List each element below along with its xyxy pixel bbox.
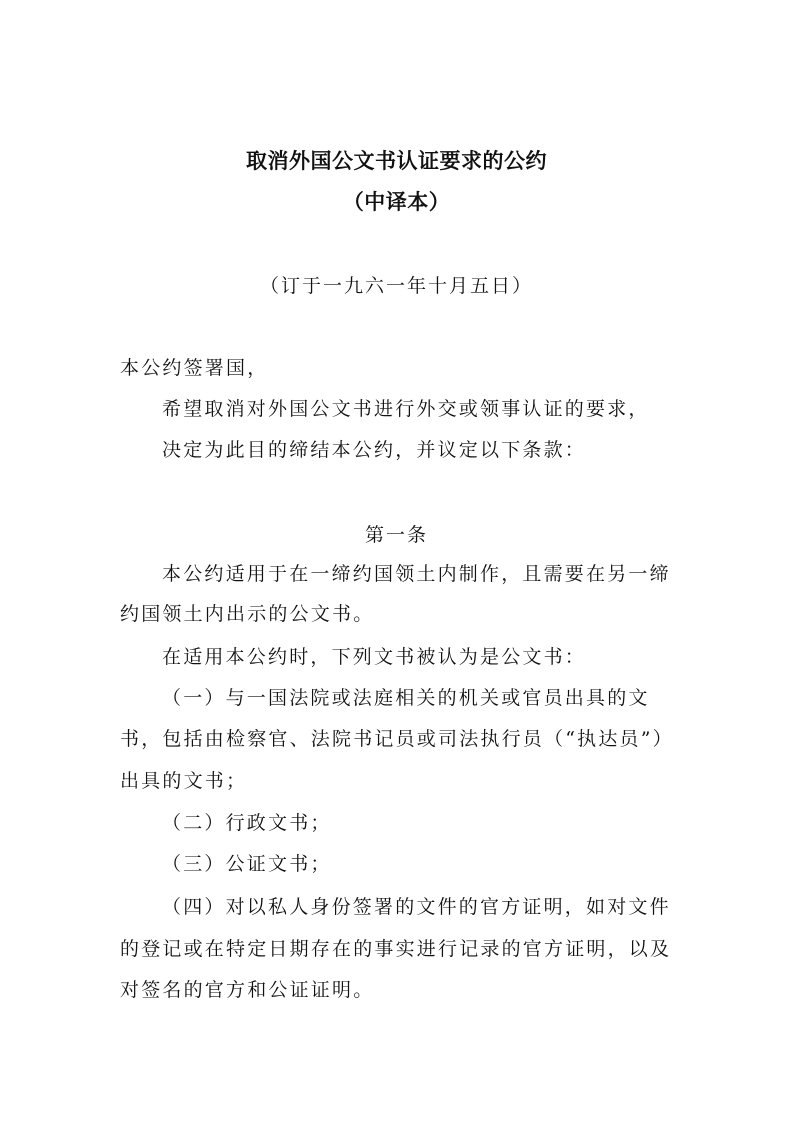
preamble-desire: 希望取消对外国公文书进行外交或领事认证的要求，: [162, 398, 650, 420]
preamble-opening: 本公约签署国，: [120, 357, 269, 379]
article-paragraph-line: 约国领土内出示的公文书。: [120, 603, 375, 625]
list-item-line: 出具的文书；: [120, 770, 248, 792]
document-subtitle: （中译本）: [342, 190, 451, 214]
list-item-line: （四）对以私人身份签署的文件的官方证明，如对文件: [162, 896, 671, 918]
list-item-line: 书，包括由检察官、法院书记员或司法执行员（“执达员”）: [120, 728, 674, 750]
list-item-line: 的登记或在特定日期存在的事实进行记录的官方证明，以及: [120, 938, 672, 960]
article-paragraph-line: 本公约适用于在一缔约国领土内制作，且需要在另一缔: [162, 563, 671, 585]
date-line: （订于一九六一年十月五日）: [259, 275, 533, 297]
list-item-line: （二）行政文书；: [162, 812, 332, 834]
list-item-line: （三）公证文书；: [162, 853, 332, 875]
article-paragraph-line: 在适用本公约时，下列文书被认为是公文书：: [162, 646, 587, 668]
document-title: 取消外国公文书认证要求的公约: [246, 149, 547, 173]
preamble-resolution: 决定为此目的缔结本公约，并议定以下条款：: [162, 439, 587, 461]
list-item-line: （一）与一国法院或法庭相关的机关或官员出具的文: [162, 687, 650, 709]
article-heading: 第一条: [364, 524, 428, 546]
list-item-line: 对签名的官方和公证证明。: [120, 979, 375, 1001]
